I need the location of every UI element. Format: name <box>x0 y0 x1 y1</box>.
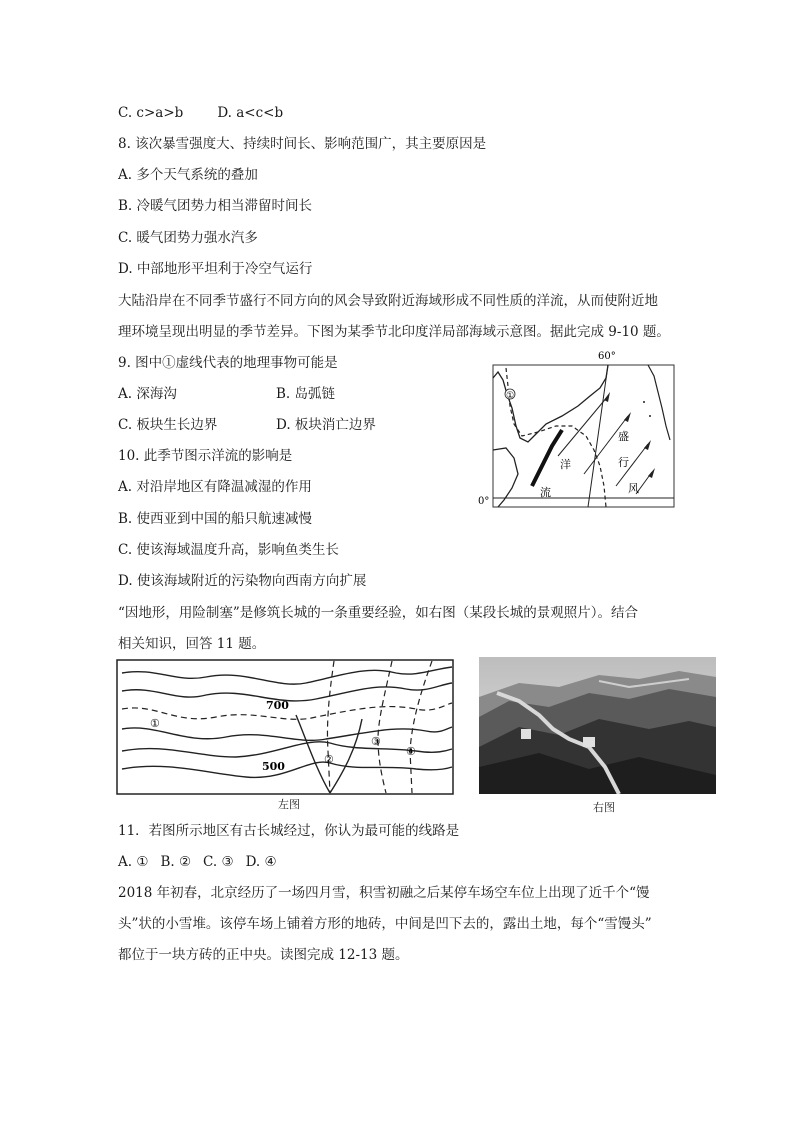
q9-option-a: A. 深海沟 <box>118 386 177 402</box>
label-sheng: 盛 <box>618 430 629 443</box>
passage-12-13-line3: 都位于一块方砖的正中央。读图完成 12-13 题。 <box>118 947 409 963</box>
q8-option-c: C. 暖气团势力强水汽多 <box>118 230 258 246</box>
q8-option-a: A. 多个天气系统的叠加 <box>118 167 258 183</box>
label-xing: 行 <box>618 456 629 469</box>
q7-option-d: D. a<c<b <box>217 105 284 121</box>
q9-option-d: D. 板块消亡边界 <box>276 417 376 433</box>
q8-option-d: D. 中部地形平坦利于冷空气运行 <box>118 261 313 277</box>
q11-option-c: C. ③ <box>203 854 234 870</box>
q9-options-row1 <box>118 385 478 403</box>
contour-map <box>116 659 456 797</box>
left-figure-caption: 左图 <box>278 798 300 811</box>
label-500: 500 <box>262 760 285 773</box>
q10-option-d: D. 使该海域附近的污染物向西南方向扩展 <box>118 573 367 589</box>
q9-options-row2 <box>118 416 478 434</box>
q9-option-c: C. 板块生长边界 <box>118 417 218 433</box>
q10-stem: 10. 此季节图示洋流的影响是 <box>118 448 293 464</box>
q11-option-a: A. ① <box>118 854 149 870</box>
label-route-1: ① <box>150 717 160 730</box>
indian-ocean-map <box>476 346 682 516</box>
great-wall-photo <box>479 657 716 794</box>
q11-stem: 11．若图所示地区有古长城经过，你认为最可能的线路是 <box>118 823 460 839</box>
lon-label: 60° <box>598 351 616 362</box>
label-route-3: ③ <box>371 735 381 748</box>
label-feng: 风 <box>628 482 639 495</box>
marker-1: ① <box>505 391 515 401</box>
q7-option-c: C. c>a>b <box>118 105 184 121</box>
q9-stem: 9. 图中①虚线代表的地理事物可能是 <box>118 355 338 371</box>
contour-map-frame <box>117 660 453 794</box>
passage-12-13-line2: 头”状的小雪堆。该停车场上铺着方形的地砖，中间是凹下去的，露出土地，每个“雪馒头” <box>118 916 652 932</box>
label-route-4: ④ <box>406 745 416 758</box>
q9-option-b: B. 岛弧链 <box>276 386 336 402</box>
q10-option-b: B. 使西亚到中国的船只航速减慢 <box>118 511 313 527</box>
passage-11-line1: “因地形，用险制塞”是修筑长城的一条重要经验，如右图（某段长城的景观照片）。结合 <box>118 605 639 621</box>
label-route-2: ② <box>324 753 334 766</box>
q10-option-c: C. 使该海域温度升高，影响鱼类生长 <box>118 542 339 558</box>
q11-option-b: B. ② <box>160 854 192 870</box>
passage-9-10-line2: 理环境呈现出明显的季节差异。下图为某季节北印度洋局部海域示意图。据此完成 9-10 题。 <box>118 324 670 340</box>
q7-options-tail <box>118 104 283 122</box>
map-frame <box>493 365 674 507</box>
passage-11-line2: 相关知识，回答 11 题。 <box>118 636 266 652</box>
passage-12-13-line1: 2018 年初春，北京经历了一场四月雪，积雪初融之后某停车场空车位上出现了近千个“馒 <box>118 885 650 901</box>
lat-label: 0° <box>478 496 490 507</box>
right-figure-caption: 右图 <box>593 801 615 814</box>
q8-option-b: B. 冷暖气团势力相当滞留时间长 <box>118 198 313 214</box>
label-700: 700 <box>266 699 289 712</box>
passage-9-10-line1: 大陆沿岸在不同季节盛行不同方向的风会导致附近海域形成不同性质的洋流，从而使附近地 <box>118 293 658 309</box>
q8-stem: 8. 该次暴雪强度大、持续时间长、影响范围广，其主要原因是 <box>118 136 487 152</box>
q11-option-d: D. ④ <box>245 854 277 870</box>
label-liu: 流 <box>540 486 551 499</box>
q10-option-a: A. 对沿岸地区有降温减湿的作用 <box>118 479 312 495</box>
q11-options <box>118 853 277 871</box>
label-yang: 洋 <box>560 458 571 471</box>
